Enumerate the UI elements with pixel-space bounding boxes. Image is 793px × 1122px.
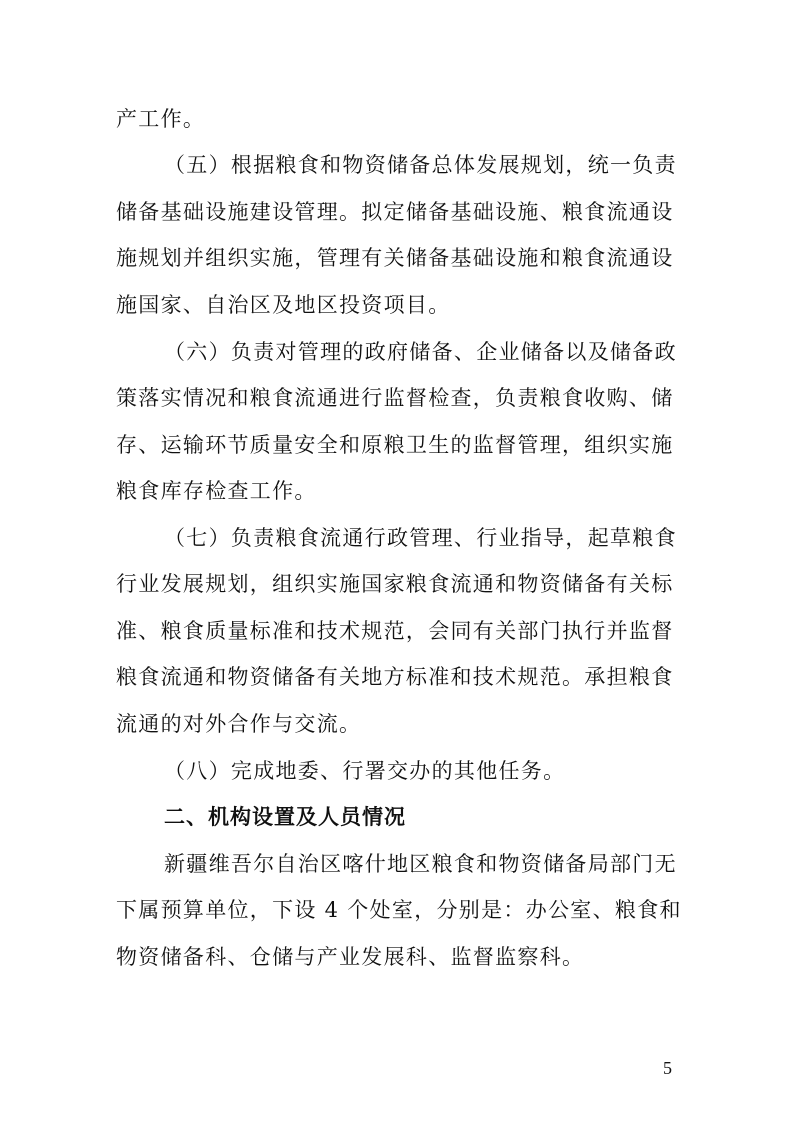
section-heading: 二、机构设置及人员情况 — [164, 805, 406, 829]
text-line: 流通的对外合作与交流。 — [116, 712, 362, 736]
text-line: 施规划并组织实施，管理有关储备基础设施和粮食流通设 — [116, 246, 674, 270]
text-line: 物资储备科、仓储与产业发展科、监督监察科。 — [116, 945, 585, 969]
text-line: 粮食流通和物资储备有关地方标准和技术规范。承担粮食 — [116, 665, 674, 689]
text-line: 准、粮食质量标准和技术规范，会同有关部门执行并监督 — [116, 619, 674, 643]
text-line: （六）负责对管理的政府储备、企业储备以及储备政 — [164, 340, 677, 364]
text-line: 产工作。 — [116, 107, 206, 131]
text-line: （五）根据粮食和物资储备总体发展规划，统一负责 — [164, 153, 677, 177]
text-line: （八）完成地委、行署交办的其他任务。 — [164, 759, 566, 783]
text-line: 粮食库存检查工作。 — [116, 479, 317, 503]
text-line: 策落实情况和粮食流通进行监督检查，负责粮食收购、储 — [116, 386, 674, 410]
text-line: 储备基础设施建设管理。拟定储备基础设施、粮食流通设 — [116, 200, 674, 224]
text-line: 行业发展规划，组织实施国家粮食流通和物资储备有关标 — [116, 572, 674, 596]
text-line: 施国家、自治区及地区投资项目。 — [116, 293, 451, 317]
text-line: 新疆维吾尔自治区喀什地区粮食和物资储备局部门无 — [164, 852, 677, 876]
text-line: （七）负责粮食流通行政管理、行业指导，起草粮食 — [164, 526, 677, 550]
page-number: 5 — [663, 1058, 672, 1078]
text-line: 下属预算单位，下设 4 个处室，分别是：办公室、粮食和 — [116, 898, 682, 922]
text-line: 存、运输环节质量安全和原粮卫生的监督管理，组织实施 — [116, 433, 674, 457]
